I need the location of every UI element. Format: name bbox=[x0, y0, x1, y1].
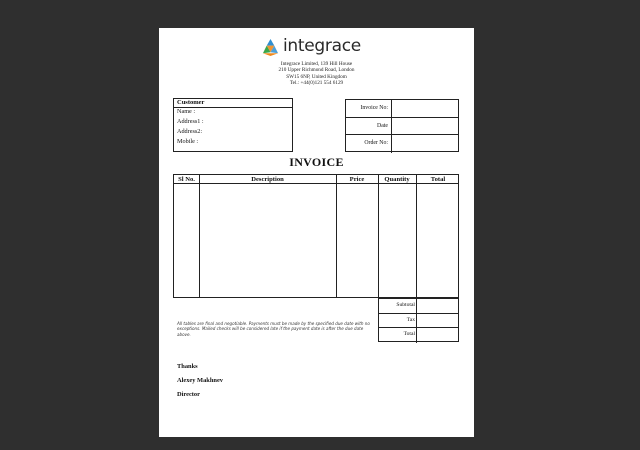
invoice-page bbox=[159, 28, 474, 437]
customer-address1-label: Address1 : bbox=[177, 118, 204, 125]
date-value bbox=[392, 118, 458, 135]
invoice-number-value bbox=[392, 100, 458, 117]
total-label: Total bbox=[403, 331, 415, 337]
customer-box bbox=[173, 98, 293, 152]
date-label: Date bbox=[377, 122, 388, 129]
col-header-price: Price bbox=[349, 176, 365, 183]
terms-text: All tables are final and negotiable. Payments must be made by the specified due date with no exceptions. Mailed checks will be considered late if the payment date is after the due date above. bbox=[177, 321, 370, 337]
signatory-role: Director bbox=[177, 391, 200, 398]
address-line: Integrace Limited, 139 Hill House bbox=[280, 61, 353, 67]
col-header-sl-no: Sl No. bbox=[178, 176, 195, 183]
logo-wordmark: integrace bbox=[283, 36, 361, 56]
customer-title: Customer bbox=[177, 99, 205, 106]
integrace-logo-icon bbox=[261, 38, 280, 57]
phone-line: Tel.: +44(0)121 554 6129 bbox=[289, 80, 344, 87]
customer-mobile-label: Mobile : bbox=[177, 138, 199, 145]
items-table bbox=[173, 174, 459, 298]
order-number-row bbox=[346, 135, 458, 153]
tax-label: Tax bbox=[406, 316, 415, 323]
order-number-label: Order No: bbox=[364, 140, 388, 147]
customer-address2-label: Address2: bbox=[177, 128, 203, 135]
date-row bbox=[346, 118, 458, 136]
company-logo bbox=[261, 37, 361, 59]
customer-header bbox=[174, 99, 292, 108]
col-header-description: Description bbox=[251, 176, 284, 183]
column-divider bbox=[378, 175, 379, 297]
subtotal-row bbox=[379, 299, 458, 314]
subtotal-value bbox=[417, 299, 458, 313]
col-header-quantity: Quantity bbox=[384, 176, 410, 183]
column-divider bbox=[199, 175, 200, 297]
customer-name-label: Name : bbox=[177, 108, 196, 115]
subtotal-label: Subtotal bbox=[396, 302, 415, 308]
signatory-name: Alexey Makhnev bbox=[177, 377, 223, 384]
address-line: SW15 6NP, United Kingdom bbox=[286, 73, 347, 80]
column-divider bbox=[336, 175, 337, 297]
total-row bbox=[379, 328, 458, 343]
tax-value bbox=[417, 314, 458, 328]
invoice-title: INVOICE bbox=[289, 155, 344, 169]
col-header-total: Total bbox=[430, 176, 446, 183]
totals-box bbox=[378, 298, 459, 342]
company-address bbox=[219, 61, 414, 87]
total-value bbox=[417, 328, 458, 343]
thanks-text: Thanks bbox=[177, 363, 198, 370]
order-number-value bbox=[392, 135, 458, 153]
invoice-number-row bbox=[346, 100, 458, 118]
invoice-meta-box bbox=[345, 99, 459, 152]
column-divider bbox=[416, 175, 417, 297]
invoice-number-label: Invoice No: bbox=[360, 105, 388, 111]
tax-row bbox=[379, 314, 458, 329]
address-line: 210 Upper Richmond Road, London bbox=[278, 67, 355, 74]
